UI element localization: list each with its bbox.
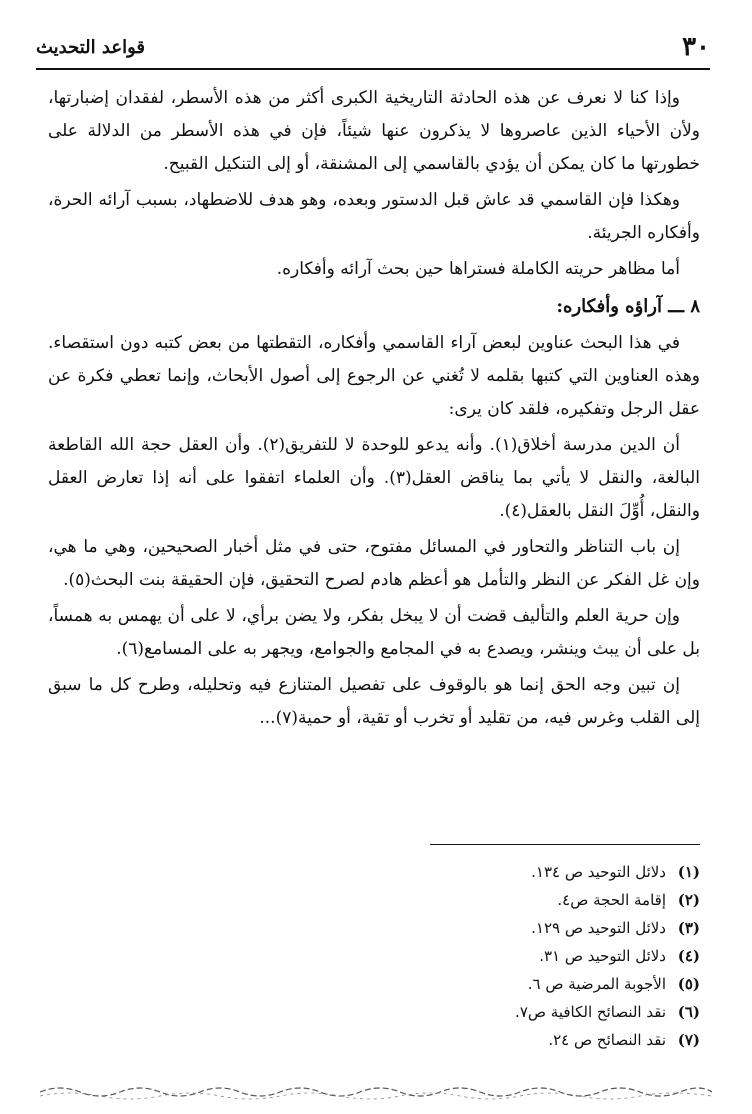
footnote [48,1026,700,1054]
footnote-number: (٥) [677,975,700,993]
footnote-text: إقامة الحجة ص٤. [557,891,666,909]
footnote [48,998,700,1026]
footnote [48,886,700,914]
decorative-border [40,1082,712,1100]
footnote-text: دلائل التوحيد ص ١٣٤. [531,863,666,881]
footnote-number: (٤) [677,947,700,965]
footnote-text: دلائل التوحيد ص ١٢٩. [531,919,666,937]
footnotes [48,858,700,1054]
running-title: قواعد التحديث [36,37,146,58]
footnote-text: الأجوبة المرضية ص ٦. [527,975,666,993]
paragraph: وهكذا فإن القاسمي قد عاش قبل الدستور وبعده، وهو هدف للاضطهاد، بسبب آرائه الحرة، وأفكاره الجريئة. [48,190,700,243]
paragraph: أما مظاهر حريته الكاملة فستراها حين بحث آرائه وأفكاره. [276,259,680,279]
footnote-number: (٣) [677,919,700,937]
paragraph: أن الدين مدرسة أخلاق(١). وأنه يدعو للوحدة لا للتفريق(٢). وأن العقل حجة الله القاطعة البالغة، والنقل لا يأتي بما يناقض العقل(٣). وأن العلماء اتفقوا على أنه إذا تعارض العقل والنقل، أُوِّلَ النقل بالعقل(٤). [48,435,700,521]
footnote-number: (٧) [677,1031,700,1049]
footnote-text: نقد النصائح ص ٢٤. [548,1031,666,1049]
footnote-divider [430,844,700,845]
paragraph: في هذا البحث عناوين لبعض آراء القاسمي وأفكاره، التقطتها من بعض كتبه دون استقصاء. وهذه العناوين التي كتبها بقلمه لا تُغني عن الرجوع إلى أصول الأبحاث، وإنما تعطي فكرة عن عقل الرجل وتفكيره، فلقد كان يرى: [48,333,700,419]
section-heading: ٨ ـــ آراؤه وأفكاره: [556,296,700,317]
footnote-text: دلائل التوحيد ص ٣١. [539,947,666,965]
footnote-number: (٦) [677,1003,700,1021]
footnote [48,942,700,970]
page-header [36,32,710,70]
paragraph: إن تبين وجه الحق إنما هو بالوقوف على تفصيل المتنازع فيه وتحليله، وطرح كل ما سبق إلى القلب وغرس فيه، من تقليد أو تخرب أو تقية، أو حمية(٧)... [48,675,700,728]
footnote [48,970,700,998]
footnote [48,914,700,942]
footnote-number: (١) [677,863,700,881]
footnote [48,858,700,886]
paragraph: وإن حرية العلم والتأليف قضت أن لا يبخل بفكر، ولا يضن برأي، لا على أن يهمس به همساً، بل على أن يبث وينشر، ويصدع به في المجامع والجوامع، ويجهر به على المسامع(٦). [48,606,700,659]
footnote-text: نقد النصائح الكافية ص٧. [515,1003,666,1021]
paragraph: وإذا كنا لا نعرف عن هذه الحادثة التاريخية الكبرى أكثر من هذه الأسطر، لفقدان إضبارتها، ولأن الأحياء الذين عاصروها لا يذكرون عنها شيئاً، فإن في هذه الأسطر من الدلالة على خطورتها ما كان يمكن أن يؤدي بالقاسمي إلى المشنقة، أو إلى التنكيل القبيح. [48,88,700,174]
paragraph: إن باب التناظر والتحاور في المسائل مفتوح، حتى في مثل أخبار الصحيحين، وهي ما هي، وإن غل الفكر عن النظر والتأمل هو أعظم هادم لصرح التحقيق، فإن الحقيقة بنت البحث(٥). [48,537,700,590]
footnote-number: (٢) [677,891,700,909]
page-number: ٣٠ [682,32,710,62]
main-text [48,82,700,738]
